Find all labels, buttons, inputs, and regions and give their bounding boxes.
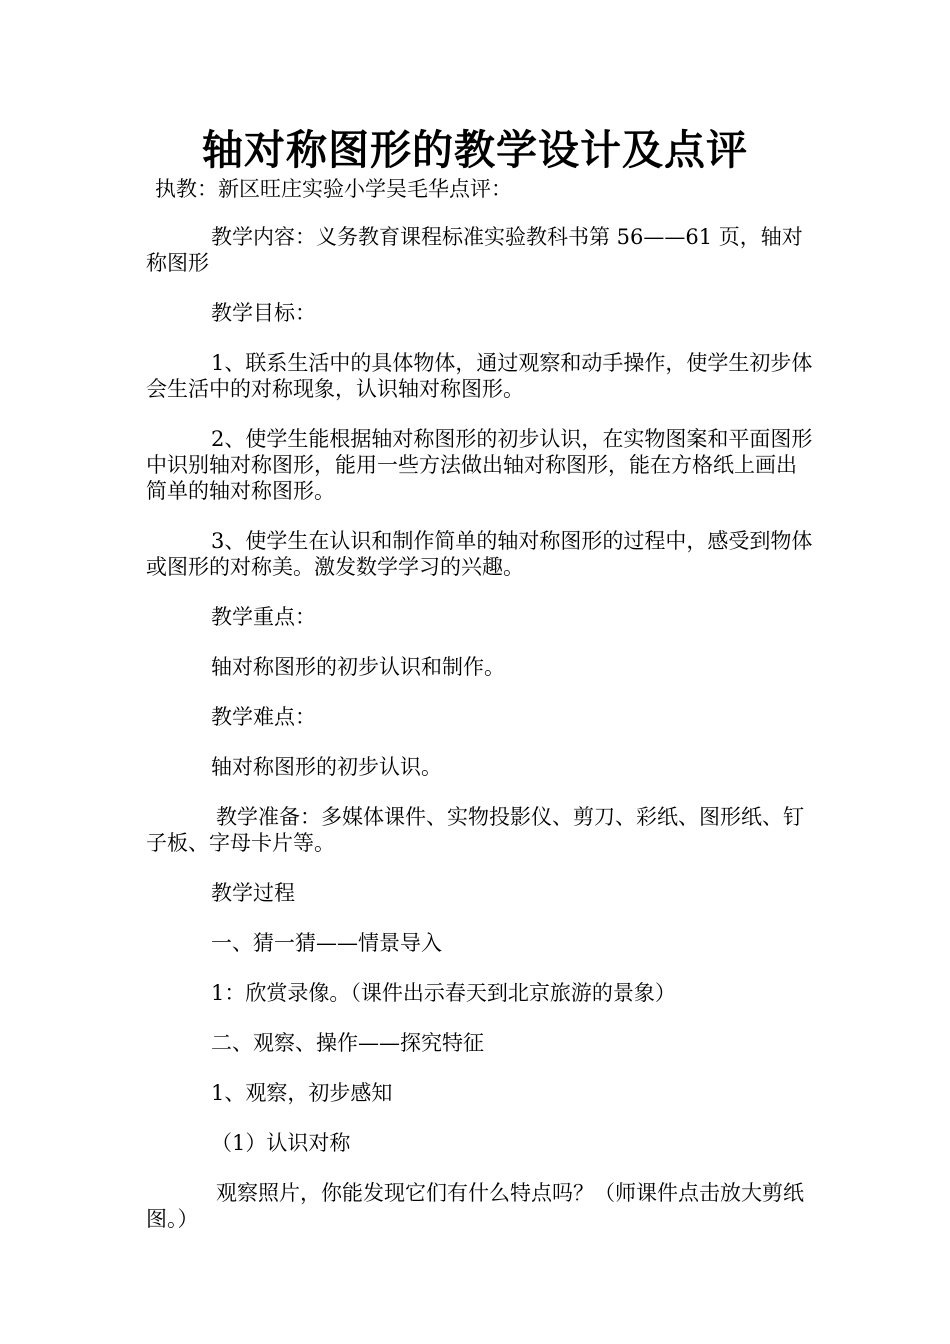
paragraph-preparation: 教学准备：多媒体课件、实物投影仪、剪刀、彩纸、图形纸、钉子板、字母卡片等。 xyxy=(146,805,804,855)
paragraph-key-points: 轴对称图形的初步认识和制作。 xyxy=(211,655,505,679)
paragraph-goal-3: 3、使学生在认识和制作简单的轴对称图形的过程中，感受到物体或图形的对称美。激发数学学习的兴趣。 xyxy=(146,529,813,579)
paragraph-section-1: 一、猜一猜——情景导入 xyxy=(211,931,442,955)
paragraph-teaching-content: 教学内容：义务教育课程标准实验教科书第 56——61 页，轴对称图形 xyxy=(146,225,803,275)
paragraph-observe-photos: 观察照片，你能发现它们有什么特点吗？（师课件点击放大剪纸图。） xyxy=(146,1181,804,1231)
paragraph-difficulty: 轴对称图形的初步认识。 xyxy=(211,755,442,779)
author-line: 执教：新区旺庄实验小学吴毛华点评： xyxy=(155,177,512,201)
paragraph-goal-1: 1、联系生活中的具体物体，通过观察和动手操作，使学生初步体会生活中的对称现象，认识轴对称图形。 xyxy=(146,351,813,401)
paragraph-goal-2: 2、使学生能根据轴对称图形的初步认识，在实物图案和平面图形中识别轴对称图形，能用一些方法做出轴对称图形，能在方格纸上画出简单的轴对称图形。 xyxy=(146,427,813,503)
paragraph-difficulty-heading: 教学难点： xyxy=(211,705,316,729)
paragraph-goals-heading: 教学目标： xyxy=(211,301,316,325)
paragraph-process-heading: 教学过程 xyxy=(211,881,295,905)
paragraph-observe: 1、观察，初步感知 xyxy=(211,1081,393,1105)
document-title: 轴对称图形的教学设计及点评 xyxy=(202,126,748,174)
paragraph-section-2: 二、观察、操作——探究特征 xyxy=(211,1031,484,1055)
paragraph-step-1: 1：欣赏录像。（课件出示春天到北京旅游的景象） xyxy=(211,981,676,1005)
paragraph-key-points-heading: 教学重点： xyxy=(211,605,316,629)
paragraph-recognize-symmetry: （1）认识对称 xyxy=(211,1131,351,1155)
document-body xyxy=(146,224,814,1256)
